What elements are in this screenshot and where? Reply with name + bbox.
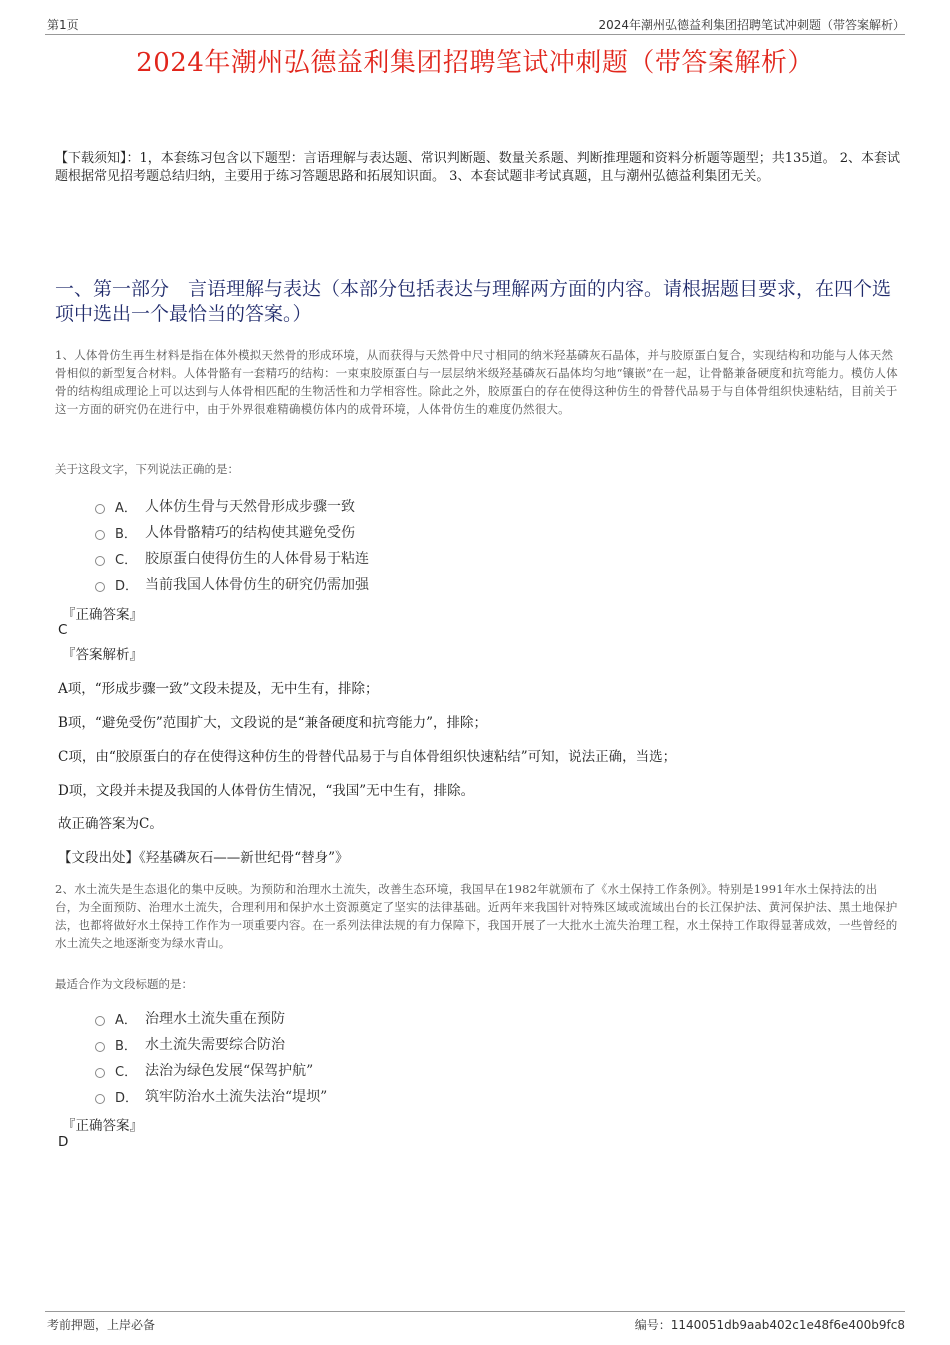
radio-icon[interactable] bbox=[95, 530, 105, 540]
q2-option-b[interactable]: B． 水土流失需要综合防治 bbox=[95, 1031, 595, 1057]
q2-answer-label: 『正确答案』 bbox=[62, 1118, 143, 1134]
q1-options bbox=[95, 493, 595, 597]
q2-option-c[interactable]: C． 法治为绿色发展“保驾护航” bbox=[95, 1057, 595, 1083]
q1-option-d[interactable]: D． 当前我国人体骨仿生的研究仍需加强 bbox=[95, 571, 595, 597]
q1-stem: 1、人体骨仿生再生材料是指在体外模拟天然骨的形成环境，从而获得与天然骨中尺寸相同的纳米羟基磷灰石晶体，并与胶原蛋白复合，实现结构和功能与人体天然骨相似的新型复合材料。人体骨骼有一套精巧的结构：一束束胶原蛋白与一层层纳米级羟基磷灰石晶体均匀地“镶嵌”在一起，让骨骼兼备硬度和抗弯能力。模仿人体骨的结构组成理论上可以达到与人体骨相匹配的生物活性和力学相容性。除此之外，胶原蛋白的存在使得这种仿生的骨替代品易于与自体骨组织快速粘结，目前关于这一方面的研究仍在进行中，由于外界很难精确模仿体内的成骨环境，人体骨仿生的难度仍然很大。 bbox=[55, 348, 898, 416]
q1-source: 【文段出处】《羟基磷灰石——新世纪骨“替身”》 bbox=[58, 850, 349, 866]
radio-icon[interactable] bbox=[95, 1016, 105, 1026]
q2-option-a[interactable]: A． 治理水土流失重在预防 bbox=[95, 1005, 595, 1031]
q1-conclusion: 故正确答案为C。 bbox=[58, 816, 163, 832]
q2-stem: 2、水土流失是生态退化的集中反映。为预防和治理水土流失，改善生态环境，我国早在1982年就颁布了《水土保持工作条例》。特别是1991年水土保持法的出台，为全面预防、治理水土流失，合理利用和保护水土资源奠定了坚实的法律基础。近两年来我国针对特殊区域或流域出台的长江保护法、黄河保护法、黑土地保护法，也都将做好水土保持工作作为一项重要内容。在一系列法律法规的有力保障下，我国开展了一大批水土流失治理工程，水土保持工作取得显著成效，一些曾经的水土流失之地逐渐变为绿水青山。 bbox=[55, 882, 898, 950]
page-header bbox=[45, 14, 905, 35]
radio-icon[interactable] bbox=[95, 1068, 105, 1078]
q1-prompt: 关于这段文字，下列说法正确的是： bbox=[55, 462, 239, 476]
page-footer bbox=[45, 1311, 905, 1334]
page-number: 第1页 bbox=[47, 18, 79, 32]
q1-option-c[interactable]: C． 胶原蛋白使得仿生的人体骨易于粘连 bbox=[95, 545, 595, 571]
radio-icon[interactable] bbox=[95, 582, 105, 592]
q1-analysis-c: C项，由“胶原蛋白的存在使得这种仿生的骨替代品易于与自体骨组织快速粘结”可知，说法正确，当选； bbox=[58, 749, 677, 765]
q2-prompt: 最适合作为文段标题的是： bbox=[55, 977, 193, 991]
download-notice: 【下载须知】：1，本套练习包含以下题型：言语理解与表达题、常识判断题、数量关系题、判断推理题和资料分析题等题型；共135道。 2、本套试题根据常见招考题总结归纳，主要用于练习答题思路和拓展知识面。 3、本套试题非考试真题，且与潮州弘德益利集团无关。 bbox=[55, 151, 900, 184]
q1-analysis-label: 『答案解析』 bbox=[62, 647, 143, 663]
q1-answer: C bbox=[58, 622, 68, 638]
q1-analysis-a: A项，“形成步骤一致”文段未提及，无中生有，排除； bbox=[58, 681, 379, 697]
radio-icon[interactable] bbox=[95, 504, 105, 514]
q2-options bbox=[95, 1005, 595, 1109]
q1-analysis-b: B项，“避免受伤”范围扩大，文段说的是“兼备硬度和抗弯能力”，排除； bbox=[58, 715, 488, 731]
radio-icon[interactable] bbox=[95, 1094, 105, 1104]
q1-answer-label: 『正确答案』 bbox=[62, 607, 143, 623]
footer-slogan: 考前押题，上岸必备 bbox=[47, 1318, 156, 1332]
radio-icon[interactable] bbox=[95, 556, 105, 566]
q1-analysis-d: D项，文段并未提及我国的人体骨仿生情况，“我国”无中生有，排除。 bbox=[58, 783, 475, 799]
header-doc-title: 2024年潮州弘德益利集团招聘笔试冲刺题（带答案解析） bbox=[598, 18, 905, 32]
q1-option-b[interactable]: B． 人体骨骼精巧的结构使其避免受伤 bbox=[95, 519, 595, 545]
q2-option-d[interactable]: D． 筑牢防治水土流失法治“堤坝” bbox=[95, 1083, 595, 1109]
footer-code: 编号：1140051db9aab402c1e48f6e400b9fc8 bbox=[634, 1318, 905, 1332]
q1-option-a[interactable]: A． 人体仿生骨与天然骨形成步骤一致 bbox=[95, 493, 595, 519]
q2-answer: D bbox=[58, 1134, 69, 1150]
section-title: 一、第一部分 言语理解与表达（本部分包括表达与理解两方面的内容。请根据题目要求，在四个选项中选出一个最恰当的答案。） bbox=[55, 278, 892, 325]
radio-icon[interactable] bbox=[95, 1042, 105, 1052]
document-title: 2024年潮州弘德益利集团招聘笔试冲刺题（带答案解析） bbox=[136, 48, 814, 78]
